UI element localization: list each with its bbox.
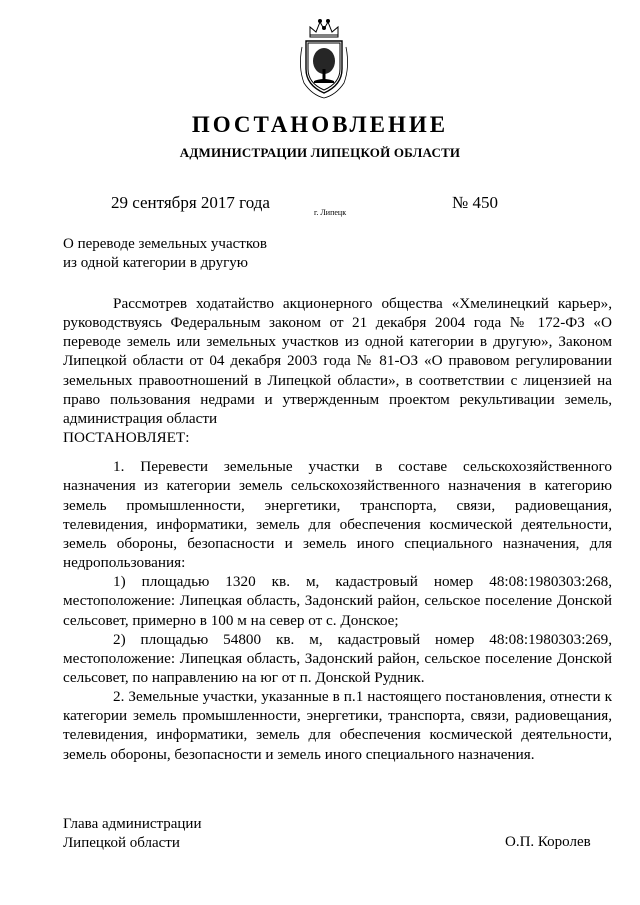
- document-body: [63, 294, 612, 764]
- item-1-subitem-2: 2) площадью 54800 кв. м, кадастровый номер 48:08:1980303:269, местоположение: Липецкая область, Задонский район, сельское поселение Донской сельсовет, по направлению на юг от п. Донской Рудник.: [63, 630, 612, 686]
- position-line-2: Липецкой области: [63, 835, 180, 851]
- item-1-subitem-1: 1) площадью 1320 кв. м, кадастровый номер 48:08:1980303:268, местоположение: Липецкая область, Задонский район, сельское поселение Донской сельсовет, примерно в 100 м на север от с. Донское;: [63, 573, 612, 629]
- signatory-name: О.П. Королев: [505, 834, 591, 850]
- document-title: ПОСТАНОВЛЕНИЕ: [191, 112, 449, 137]
- document-city: г. Липецк: [314, 208, 347, 217]
- decree-word: ПОСТАНОВЛЯЕТ:: [63, 429, 190, 447]
- document-number: № 450: [452, 193, 498, 212]
- subject-line-1: О переводе земельных участков: [63, 236, 267, 252]
- document-subject: [63, 235, 267, 273]
- position-line-1: Глава администрации: [63, 816, 202, 832]
- subject-line-2: из одной категории в другую: [63, 255, 248, 271]
- document-date: 29 сентября 2017 года: [111, 193, 270, 212]
- signatory-position: [63, 815, 201, 853]
- preamble-paragraph: Рассмотрев ходатайство акционерного общества «Хмелинецкий карьер», руководствуясь Федеральным законом от 21 декабря 2004 года № 172-ФЗ «О переводе земель или земельных участков из одной категории в другую», Законом Липецкой области от 04 декабря 2003 года № 81-ОЗ «О правовом регулировании земельных правоотношений в Липецкой области», в соответствии с лицензией на право пользования недрами и утвержденным проектом рекультивации земель, администрация области: [63, 295, 612, 427]
- item-2-paragraph: 2. Земельные участки, указанные в п.1 настоящего постановления, отнести к категории земель промышленности, энергетики, транспорта, связи, радиовещания, телевидения, информатики, земель для обеспечения космической деятельности, земель обороны, безопасности и земель иного специального назначения.: [63, 688, 612, 763]
- issuing-authority: АДМИНИСТРАЦИИ ЛИПЕЦКОЙ ОБЛАСТИ: [179, 145, 461, 160]
- coat-of-arms-icon: [296, 17, 352, 99]
- item-1-paragraph: 1. Перевести земельные участки в составе сельскохозяйственного назначения из категории земель сельскохозяйственного назначения в категорию земель промышленности, энергетики, транспорта, связи, радиовещания, телевидения, информатики, земель для обеспечения космической деятельности, земель обороны, безопасности и земель иного специального назначения, для недропользования:: [63, 458, 612, 572]
